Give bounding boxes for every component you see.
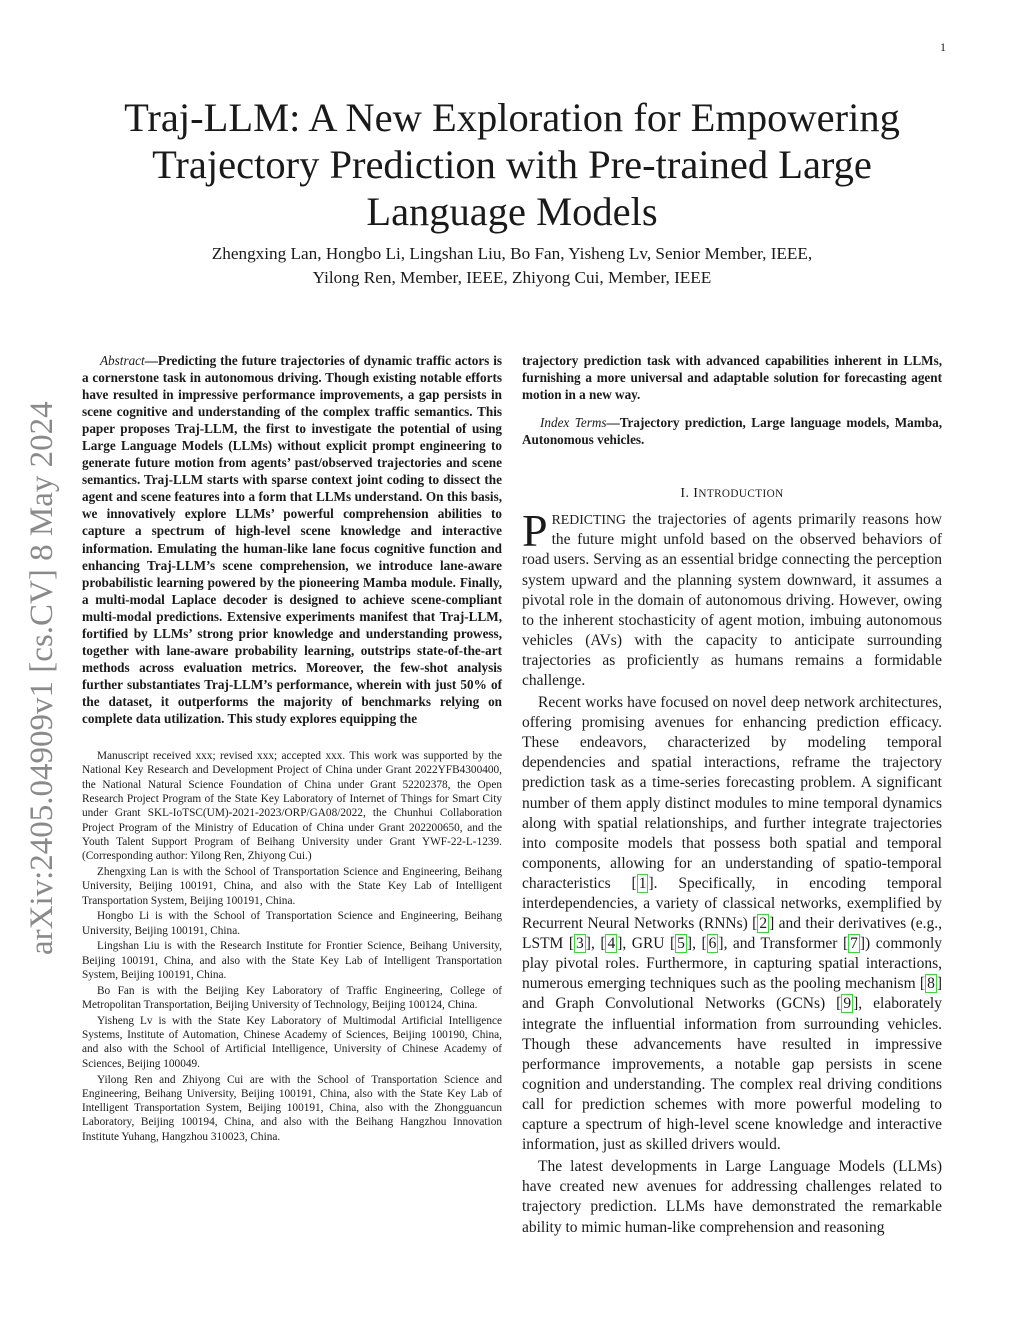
author-line: Yilong Ren, Member, IEEE, Zhiyong Cui, Member, IEEE (312, 268, 712, 287)
opening-smallcaps: REDICTING (551, 512, 626, 528)
intro-paragraph-2: Recent works have focused on novel deep network architectures, offering promising avenues for enhancing prediction efficacy. These endeavors, characterized by modeling temporal dependencies and spatial interactions, reframe the trajectory prediction task as a time-series forecasting problem. A significant number of them apply distinct modules to mine temporal dynamics along with spatial relationships, and further integrate trajectories into composite models that possess both spatial and temporal components, allowing for an understanding of spatio-temporal characteristics [ 1 ]. Specifically, in encoding temporal interdependencies, a variety of classical networks, exemplified by Recurrent Neural Networks (RNNs) [ 2 ] and their derivatives (e.g., LSTM [ 3 ], [ 4 ], GRU [ 5 ], [ 6 ], and Transformer [ 7 ]) commonly play pivotal roles. Furthermore, in capturing spatial interactions, numerous emerging techniques such as the pooling mechanism [ 8 ] and Graph Convolutional Networks (GCNs) [ 9 ], elaborately integrate the influential information from surrounding vehicles. Though these advancements have resulted in impressive performance improvements, a notable gap persists in scene cognition and understanding. The complex real driving conditions call for prediction schemes with more powerful modeling to capture a spectrum of high-level scene knowledge and interactive information, just as skilled drivers would. (522, 694, 943, 1154)
intro-paragraph-3: The latest developments in Large Language Models (LLMs) have created new avenues for addressing challenges related to trajectory prediction. LLMs have demonstrated the remarkable ability to mimic human-like comprehension and reasoning (522, 1158, 942, 1236)
index-terms-label: Index Terms (540, 415, 607, 431)
footnote-funding: Manuscript received xxx; revised xxx; accepted xxx. This work was supported by the National Key Research and Development Project of China under Grant 2022YFB4300400, the National Natural Science Foundation of China under Grant 52202378, the Open Research Project Program of the State Key Laboratory of Internet of Things for Smart City under Grant SKL-IoTSC(UM)-2021-2023/ORP/GA08/2022, the Chunhui Collaboration Project Program of the Ministry of Education of China under Grant 202200650, and the Youth Talent Support Program of Beihang University under Grant YWF-22-L-1239. (Corresponding author: Yilong Ren, Zhiyong Cui.) (82, 750, 502, 863)
index-terms-text: —Trajectory prediction, Large language models, Mamba, Autonomous vehicles. (522, 415, 942, 448)
title-line: Trajectory Prediction with Pre-trained Large (152, 142, 872, 187)
drop-cap: P (522, 505, 548, 557)
section-numeral: I. (680, 486, 690, 502)
abstract-text: —Predicting the future trajectories of dynamic traffic actors is a cornerstone task in autonomous driving. Though existing notable efforts have resulted in impressive performance improvements, a gap persists in scene cognitive and understanding of the complex traffic semantics. This paper proposes Traj-LLM, the first to investigate the potential of using Large Language Models (LLMs) without explicit prompt engineering to generate future motion from agents’ past/observed trajectories and scene semantics. Traj-LLM starts with sparse context joint coding to dissect the agent and scene features into a form that LLMs understand. On this basis, we innovatively explore LLMs’ powerful comprehension abilities to capture a spectrum of high-level scene knowledge and interactive information. Emulating the human-like lane focus cognitive function and enhancing Traj-LLM’s scene comprehension, we introduce lane-aware probabilistic learning powered by the pioneering Mamba module. Finally, a multi-modal Laplace decoder is designed to achieve scene-compliant multi-modal predictions. Extensive experiments manifest that Traj-LLM, fortified by LLMs’ strong prior knowledge and understanding prowess, together with lane-aware probability learning, outstrips state-of-the-art methods across evaluation metrics. Moreover, the few-shot analysis further substantiates Traj-LLM’s performance, wherein with just 50% of the dataset, it outperforms the majority of benchmarks relying on complete data utilization. This study explores equipping the (82, 353, 502, 726)
abstract (82, 352, 502, 727)
right-column (522, 352, 942, 1238)
footnote-affiliation: Lingshan Liu is with the Research Institute for Frontier Science, Beihang University, Beijing 100191, China, and also with the State Key Lab of Intelligent Transportation System, Beijing 100191, China. (82, 940, 502, 981)
footnote-affiliation: Yilong Ren and Zhiyong Cui are with the School of Transportation Science and Engineering, Beihang University, Beijing 100191, China, also with the State Key Lab of Intelligent Transportation System, Beijing 100191, China, also with the Zhongguancun Laboratory, Beijing 100194, China, and also with the Beihang Hangzhou Innovation Institute Yuhang, Hangzhou 310023, China. (82, 1073, 502, 1143)
section-title-rest: NTRODUCTION (698, 488, 784, 501)
paragraph-text: the trajectories of agents primarily reasons how the future might unfold based on the observed behaviors of road users. Serving as an essential bridge connecting the perception system upward and the planning system downward, it assumes a pivotal role in the domain of autonomous driving. However, owing to the inherent stochasticity of agent motion, imbuing autonomous vehicles (AVs) with the capacity to anticipate surrounding trajectories as proficiently as humans remains a formidable challenge. (522, 511, 942, 689)
footnote-affiliation: Bo Fan is with the Beijing Key Laboratory of Traffic Engineering, College of Metropolitan Transportation, Beijing University of Technology, Beijing 100124, China. (82, 984, 502, 1012)
author-list (80, 242, 944, 290)
citation-link[interactable]: 9 (843, 995, 852, 1013)
citation-link[interactable]: 4 (607, 935, 616, 953)
citation-link[interactable]: 6 (708, 935, 717, 953)
page-number: 1 (940, 40, 946, 54)
footnote-affiliation: Hongbo Li is with the School of Transportation Science and Engineering, Beihang University, Beijing 100191, China. (82, 910, 502, 937)
citation-link[interactable]: 2 (759, 915, 768, 933)
left-column (82, 352, 502, 1146)
citation-link[interactable]: 8 (927, 975, 935, 993)
arxiv-stamp: arXiv:2405.04909v1 [cs.CV] 8 May 2024 (24, 401, 60, 955)
footnotes (82, 749, 502, 1144)
section-title-initial: I (693, 486, 699, 502)
index-terms (522, 414, 942, 448)
citation-link[interactable]: 1 (638, 874, 647, 892)
abstract-continuation: trajectory prediction task with advanced capabilities inherent in LLMs, furnishing a more universal and adaptable solution for forecasting agent motion in a new way. (522, 353, 942, 403)
footnote-affiliation: Yisheng Lv is with the State Key Laboratory of Multimodal Artificial Intelligence Systems, Institute of Automation, Chinese Academy of Sciences, Beijing 100190, China, and also with the School of Artificial Intelligence, University of Chinese Academy of Sciences, Beijing 100049. (82, 1014, 502, 1070)
footnote-affiliation: Zhengxing Lan is with the School of Transportation Science and Engineering, Beihang University, Beijing 100191, China, and also with the State Key Lab of Intelligent Transportation System, Beijing 100191, China. (82, 865, 502, 907)
title-line: Traj-LLM: A New Exploration for Empowering (124, 95, 900, 140)
citation-link[interactable]: 5 (677, 935, 685, 953)
paper-title (80, 94, 944, 235)
abstract-label: Abstract (100, 353, 145, 368)
title-line: Language Models (366, 189, 658, 234)
citation-link[interactable]: 3 (576, 935, 584, 953)
author-line: Zhengxing Lan, Hongbo Li, Lingshan Liu, Bo Fan, Yisheng Lv, Senior Member, IEEE, (211, 244, 813, 263)
section-heading (522, 486, 942, 502)
intro-paragraph-1 (522, 505, 942, 691)
citation-link[interactable]: 7 (850, 935, 858, 953)
